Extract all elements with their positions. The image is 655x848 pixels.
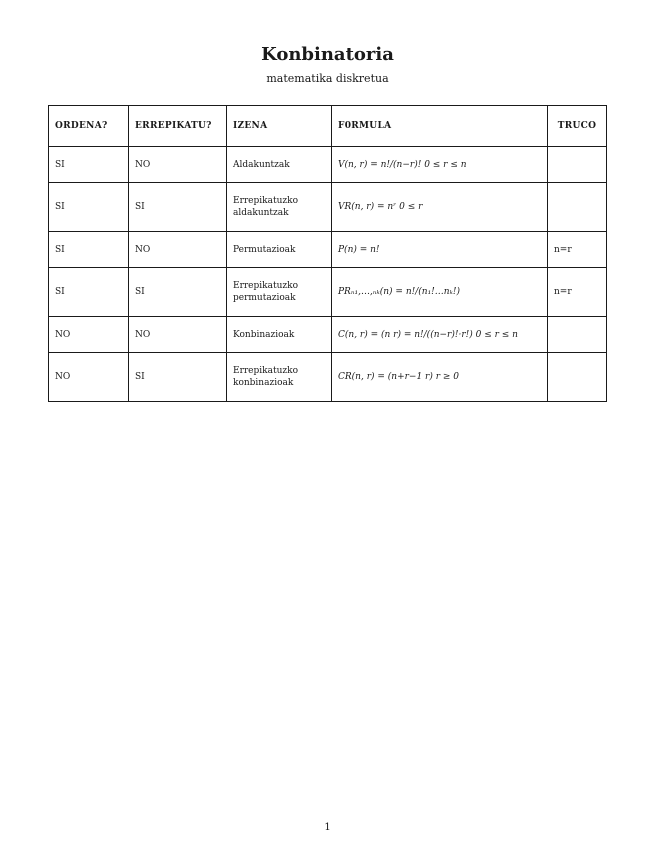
cell-formula: C(n, r) = (n r) = n!/((n−r)!·r!) 0 ≤ r ≤ n	[332, 317, 548, 353]
cell-errepikatu: SI	[129, 183, 227, 232]
cell-izena-text: Konbinazioak	[233, 329, 295, 340]
cell-truco	[548, 317, 607, 353]
table-row	[49, 232, 607, 268]
cell-izena	[227, 317, 332, 353]
cell-formula: P(n) = n!	[332, 232, 548, 268]
combinatorics-table	[48, 105, 607, 402]
cell-errepikatu: NO	[129, 147, 227, 183]
cell-izena-text: Errepikatuzko permutazioak	[233, 281, 298, 303]
table-row	[49, 268, 607, 317]
cell-izena	[227, 183, 332, 232]
cell-truco: n=r	[548, 232, 607, 268]
cell-truco	[548, 183, 607, 232]
cell-ordena: SI	[49, 147, 129, 183]
cell-truco	[548, 353, 607, 402]
header-izena: IZENA	[227, 106, 332, 147]
table-row	[49, 353, 607, 402]
page-subtitle: matematika diskretua	[266, 72, 389, 85]
page-number: 1	[324, 822, 331, 833]
cell-truco	[548, 147, 607, 183]
cell-formula: CR(n, r) = (n+r−1 r) r ≥ 0	[332, 353, 548, 402]
cell-izena	[227, 268, 332, 317]
table-row	[49, 147, 607, 183]
header-errepikatu: ERREPIKATU?	[129, 106, 227, 147]
cell-izena	[227, 232, 332, 268]
header-ordena: ORDENA?	[49, 106, 129, 147]
cell-izena-text: Errepikatuzko konbinazioak	[233, 366, 298, 388]
table-row	[49, 183, 607, 232]
header-truco: TRUCO	[548, 106, 607, 147]
cell-errepikatu: SI	[129, 268, 227, 317]
header-formula: F0RMULA	[332, 106, 548, 147]
page-title: Konbinatoria	[261, 44, 394, 65]
cell-formula: VR(n, r) = nʳ 0 ≤ r	[332, 183, 548, 232]
cell-ordena: NO	[49, 353, 129, 402]
cell-izena-text: Aldakuntzak	[233, 159, 290, 170]
cell-formula: V(n, r) = n!/(n−r)! 0 ≤ r ≤ n	[332, 147, 548, 183]
cell-truco: n=r	[548, 268, 607, 317]
cell-izena	[227, 353, 332, 402]
cell-izena-text: Errepikatuzko aldakuntzak	[233, 196, 298, 218]
cell-errepikatu: NO	[129, 317, 227, 353]
cell-formula: PRₙ₁,…,ₙₖ(n) = n!/(n₁!…nₖ!)	[332, 268, 548, 317]
table-row	[49, 317, 607, 353]
cell-errepikatu: SI	[129, 353, 227, 402]
table-header-row	[49, 106, 607, 147]
cell-ordena: SI	[49, 268, 129, 317]
cell-ordena: SI	[49, 232, 129, 268]
cell-izena	[227, 147, 332, 183]
cell-errepikatu: NO	[129, 232, 227, 268]
cell-izena-text: Permutazioak	[233, 244, 296, 255]
cell-ordena: SI	[49, 183, 129, 232]
cell-ordena: NO	[49, 317, 129, 353]
